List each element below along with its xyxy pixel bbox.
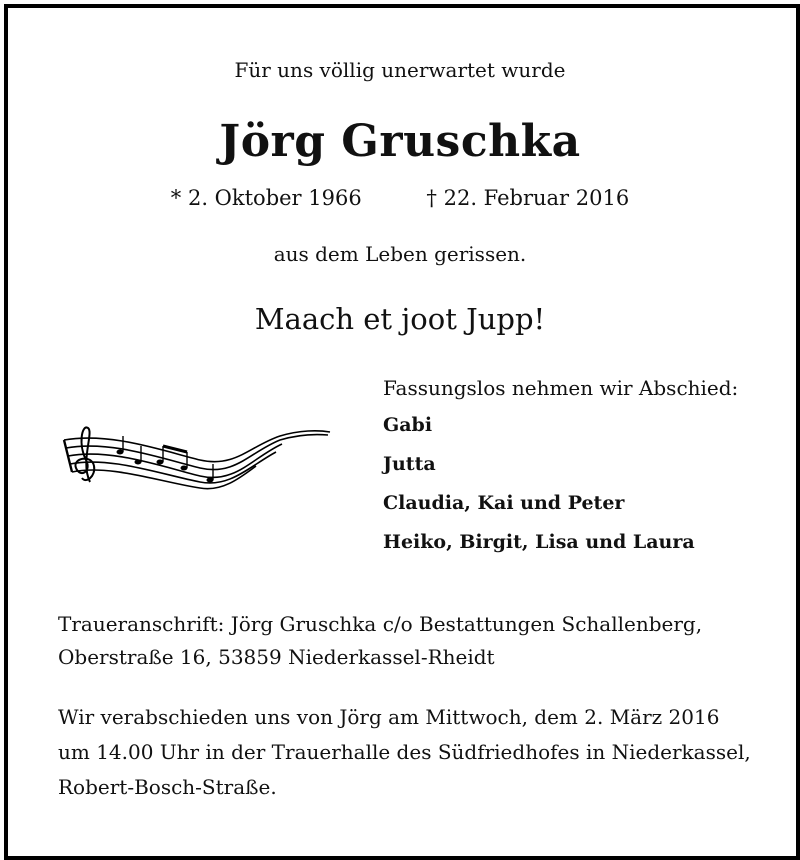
death-date: † 22. Februar 2016 [426,186,630,210]
ripped-text: aus dem Leben gerissen. [273,242,527,266]
address-line: Oberstraße 16, 53859 Niederkassel-Rheidt [58,645,495,669]
service-line: Wir verabschieden uns von Jörg am Mittwoch, dem 2. März 2016 [58,705,720,729]
address-line: Traueranschrift: Jörg Gruschka c/o Bestattungen Schallenberg, [58,612,703,636]
mourning-address [58,608,702,674]
mourner-name: Claudia, Kai und Peter [383,492,625,514]
birth-date: * 2. Oktober 1966 [170,186,362,210]
mourners-intro: Fassungslos nehmen wir Abschied: [383,376,739,400]
mourner-name: Gabi [383,414,433,436]
intro-text: Für uns völlig unerwartet wurde [234,58,566,82]
mourner-name: Heiko, Birgit, Lisa und Laura [383,531,695,553]
motto: Maach et joot Jupp! [254,302,546,336]
deceased-name: Jörg Gruschka [219,116,581,167]
service-line: Robert-Bosch-Straße. [58,775,277,799]
life-dates [0,186,800,210]
service-line: um 14.00 Uhr in der Trauerhalle des Südfriedhofes in Niederkassel, [58,740,751,764]
music-staff-icon [50,422,340,502]
mourner-name: Jutta [383,453,436,475]
mourners-block [383,376,738,568]
funeral-service-info [58,700,751,805]
